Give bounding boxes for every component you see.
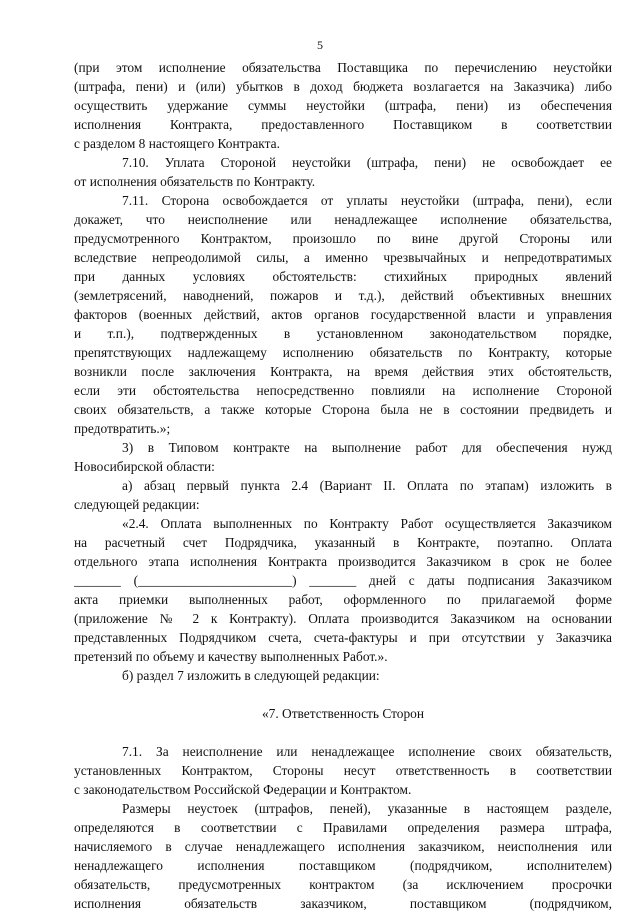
text-line: предотвратить.»; <box>74 421 171 436</box>
text-line: осуществить удержание суммы неустойки (штрафа, пени) из обеспечения <box>74 98 612 113</box>
text-line: предусмотренного Контрактом, произошло по вине другой Стороны или <box>74 231 612 246</box>
text-line: начисляемого в случае ненадлежащего исполнения заказчиком, неисполнения или <box>74 839 612 854</box>
text-line: следующей редакции: <box>74 497 200 512</box>
text-line: акта приемки выполненных работ, оформленного по прилагаемой форме <box>74 592 612 607</box>
text-line: с законодательством Российской Федерации и Контрактом. <box>74 782 412 797</box>
text-line: и т.п.), подтвержденных в установленном законодательством порядке, <box>74 326 612 341</box>
text-line: (штрафа, пени) и (или) убытков в доход бюджета возлагается на Заказчика) либо <box>74 79 612 94</box>
text-line: от исполнения обязательств по Контракту. <box>74 174 316 189</box>
section-heading: «7. Ответственность Сторон <box>261 706 425 721</box>
text-line: если эти обстоятельства непосредственно повлияли на исполнение Стороной <box>74 383 612 398</box>
text-line: отдельного этапа исполнения Контракта производится Заказчиком в срок не более <box>74 554 612 569</box>
text-line: исполнения обязательств заказчиком, поставщиком (подрядчиком, <box>74 896 612 911</box>
text-line: представленных Подрядчиком счета, счета-фактуры и при отсутствии у Заказчика <box>74 630 612 645</box>
text-line: _______ (_______________________) _______ дней с даты подписания Заказчиком <box>74 573 612 588</box>
text-line: препятствующих надлежащему исполнению обязательств по Контракту, которые <box>74 345 612 360</box>
text-block-lower <box>74 742 612 913</box>
text-line: 3) в Типовом контракте на выполнение работ для обеспечения нужд <box>122 440 612 455</box>
text-line: 7.11. Сторона освобождается от уплаты неустойки (штрафа, пени), если <box>122 193 612 208</box>
text-line: установленных Контрактом, Стороны несут ответственность в соответствии <box>74 763 612 778</box>
text-line: Размеры неустоек (штрафов, пеней), указанные в настоящем разделе, <box>122 801 612 816</box>
spacer <box>74 723 612 742</box>
text-line: 7.1. За неисполнение или ненадлежащее исполнение своих обязательств, <box>122 744 612 759</box>
text-line: с разделом 8 настоящего Контракта. <box>74 136 280 151</box>
text-line: вследствие непреодолимой силы, а именно чрезвычайных и непредотвратимых <box>74 250 612 265</box>
text-line: на расчетный счет Подрядчика, указанный в Контракте, поэтапно. Оплата <box>74 535 612 550</box>
text-line: определяются в соответствии с Правилами определения размера штрафа, <box>74 820 612 835</box>
document-body <box>74 58 612 913</box>
text-line: ненадлежащего исполнения поставщиком (подрядчиком, исполнителем) <box>74 858 612 873</box>
text-line: обязательств, предусмотренных контрактом (за исключением просрочки <box>74 877 612 892</box>
text-line: возникли после заключения Контракта, на время действия этих обстоятельств, <box>74 364 612 379</box>
spacer <box>74 685 612 704</box>
text-line: своих обязательств, а также которые Сторона была не в состоянии предвидеть и <box>74 402 612 417</box>
text-line: исполнения Контракта, предоставленного Поставщиком в соответствии <box>74 117 612 132</box>
text-line: докажет, что неисполнение или ненадлежащее исполнение обязательства, <box>74 212 612 227</box>
text-line: факторов (военных действий, актов органов государственной власти и управления <box>74 307 612 322</box>
text-line: (при этом исполнение обязательства Поставщика по перечислению неустойки <box>74 60 612 75</box>
text-line: (приложение № 2 к Контракту). Оплата производится Заказчиком на основании <box>74 611 612 626</box>
text-line: а) абзац первый пункта 2.4 (Вариант II. Оплата по этапам) изложить в <box>122 478 612 493</box>
text-line: претензий по объему и качеству выполненных Работ.». <box>74 649 388 664</box>
text-block-upper <box>74 58 612 685</box>
text-line: при данных условиях обстоятельств: стихийных природных явлений <box>74 269 612 284</box>
text-line: «2.4. Оплата выполненных по Контракту Работ осуществляется Заказчиком <box>122 516 612 531</box>
text-line: Новосибирской области: <box>74 459 215 474</box>
page-number: 5 <box>317 38 323 52</box>
text-line: (землетрясений, наводнений, пожаров и т.д.), действий объективных внешних <box>74 288 612 303</box>
text-line: б) раздел 7 изложить в следующей редакции: <box>122 668 380 683</box>
text-line: 7.10. Уплата Стороной неустойки (штрафа, пени) не освобождает ее <box>122 155 612 170</box>
